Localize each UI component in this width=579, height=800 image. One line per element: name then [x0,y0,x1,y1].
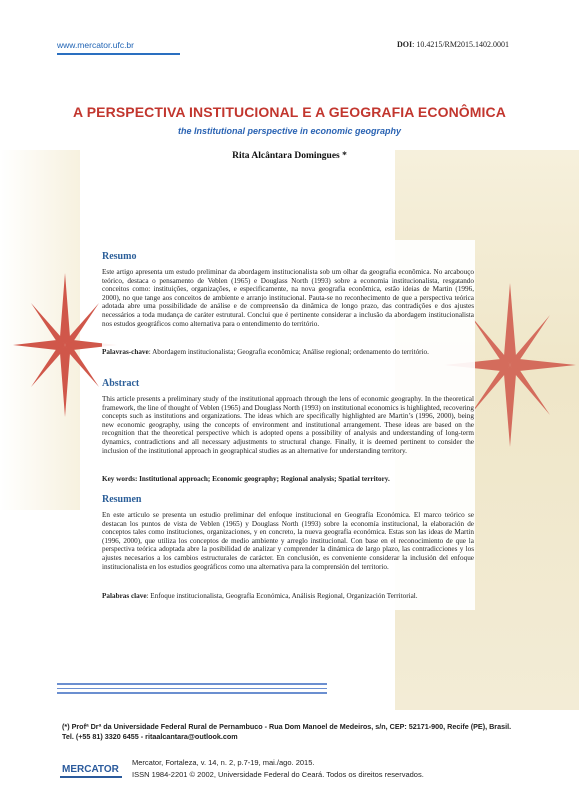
doi-value: : 10.4215/RM2015.1402.0001 [412,40,509,49]
doi-text [397,40,509,49]
rule-line [57,688,327,690]
journal-url-link[interactable]: www.mercator.ufc.br [57,40,134,50]
resumen-keywords [102,592,474,601]
issn-copyright-text: ISSN 1984-2201 © 2002, Universidade Federal do Ceará. Todos os direitos reservados. [132,770,424,779]
doi-label: DOI [396,40,413,49]
abstract-text: This article presents a preliminary study of the institutional approach through the lens of economic geography. In the theoretical framework, the line of thought of Veblen (1965) and Douglass North (1993) on institutional economics is highlighted, recovering concepts such as institutions and organizations. The ideas which are specifically highlighted are Martin’s (1996, 2000), being new economic geography, using the concepts of environment and institutional arrangement. These ideas are based on the recognition that the theoretical perspective which is adopted opens a possibility of analysis and understanding of long-term dynamics, contradictions and all necessary adjustments to structural change. Finally, it is deemed pertinent to consider the inclusion of the institutional approach in geographical studies as an alternative for understanding territory. [102,395,474,455]
resumen-text: En este artículo se presenta un estudio preliminar del enfoque institucional en Geografía Económica. El marco teórico se destacan los puntos de vista de Veblen (1965) y Douglass North (1993) sobre la economía institucional, la elaboración de conceptos tales como instituciones, organizaciones, y en concreto, la nueva geografía económica. Estas son las ideas de Martin (1996, 2000), que utiliza los conceptos de medio ambiente y arreglo institucional. Con base en el reconocimiento de que la perspectiva teórica adoptada abre la posibilidad de analizar y comprender la dinámica de largo plazo, las contradicciones y los ajustes necesarios a los cambios estructurales de carácter. En conclusión, es conveniente considerar la inclusión del enfoque institucionalista en los estudios geográficos como una alternativa para la comprensión del territorio. [102,511,474,571]
mercator-logo: MERCATOR [62,764,119,775]
resumen-heading: Resumen [102,494,142,505]
resumo-heading: Resumo [102,251,137,262]
citation-text: Mercator, Fortaleza, v. 14, n. 2, p.7-19, mai./ago. 2015. [132,758,315,767]
header-rule [57,53,180,55]
article-title: A PERSPECTIVA INSTITUCIONAL E A GEOGRAFIA ECONÔMICA [73,104,506,120]
footnote-rules [57,683,327,697]
resumo-text: Este artigo apresenta um estudo preliminar da abordagem institucionalista sob um olhar da geografia econômica. No arcabouço teórico, destaca o pensamento de Veblen (1965) e Douglass North (1993) sobre a economia institucionalista, resgatando conceitos como: instituições, organizações, e especificamente, na nova geografia econômica, estão ideias de Martin (1996, 2000), no que tange aos conceitos de ambiente e arranjo institucional. Pauta-se no reconhecimento de que a perspectiva teórica adotada abre uma possibilidade de análise e de compreensão da dinâmica de longo prazo, das contradições e dos ajustes necessários a toda mudança de caráter estrutural. Conclui que é pertinente considerar a inclusão da abordagem institucionalista nos estudos geográficos como alternativa para o entendimento do território. [102,268,474,328]
resumo-keywords [102,348,474,357]
resumo-keywords-label: Palavras-chave [102,348,149,356]
author-footnote: (*) Profª Drª da Universidade Federal Rural de Pernambuco - Rua Dom Manoel de Medeiros, s/n, CEP: 52171-900, Recife (PE), Brasil. Tel. (+55 81) 3320 6455 - ritaalcantara@outlook.com [62,722,512,741]
author-name: Rita Alcântara Domingues * [232,151,347,161]
resumen-keywords-text: : Enfoque institucionalista, Geografía Económica, Análisis Regional, Organización Territorial. [146,592,418,600]
rule-line [57,683,327,685]
abstract-heading: Abstract [102,378,140,389]
logo-underline [60,776,122,778]
rule-line [57,692,327,694]
resumo-keywords-text: : Abordagem institucionalista; Geografia econômica; Análise regional; ordenamento do território. [148,348,429,356]
resumen-keywords-label: Palabras clave [102,592,147,600]
article-subtitle: the Institutional perspective in economic geography [177,126,402,136]
abstract-keywords: Key words: Institutional approach; Economic geography; Regional analysis; Spatial territory. [102,475,390,483]
